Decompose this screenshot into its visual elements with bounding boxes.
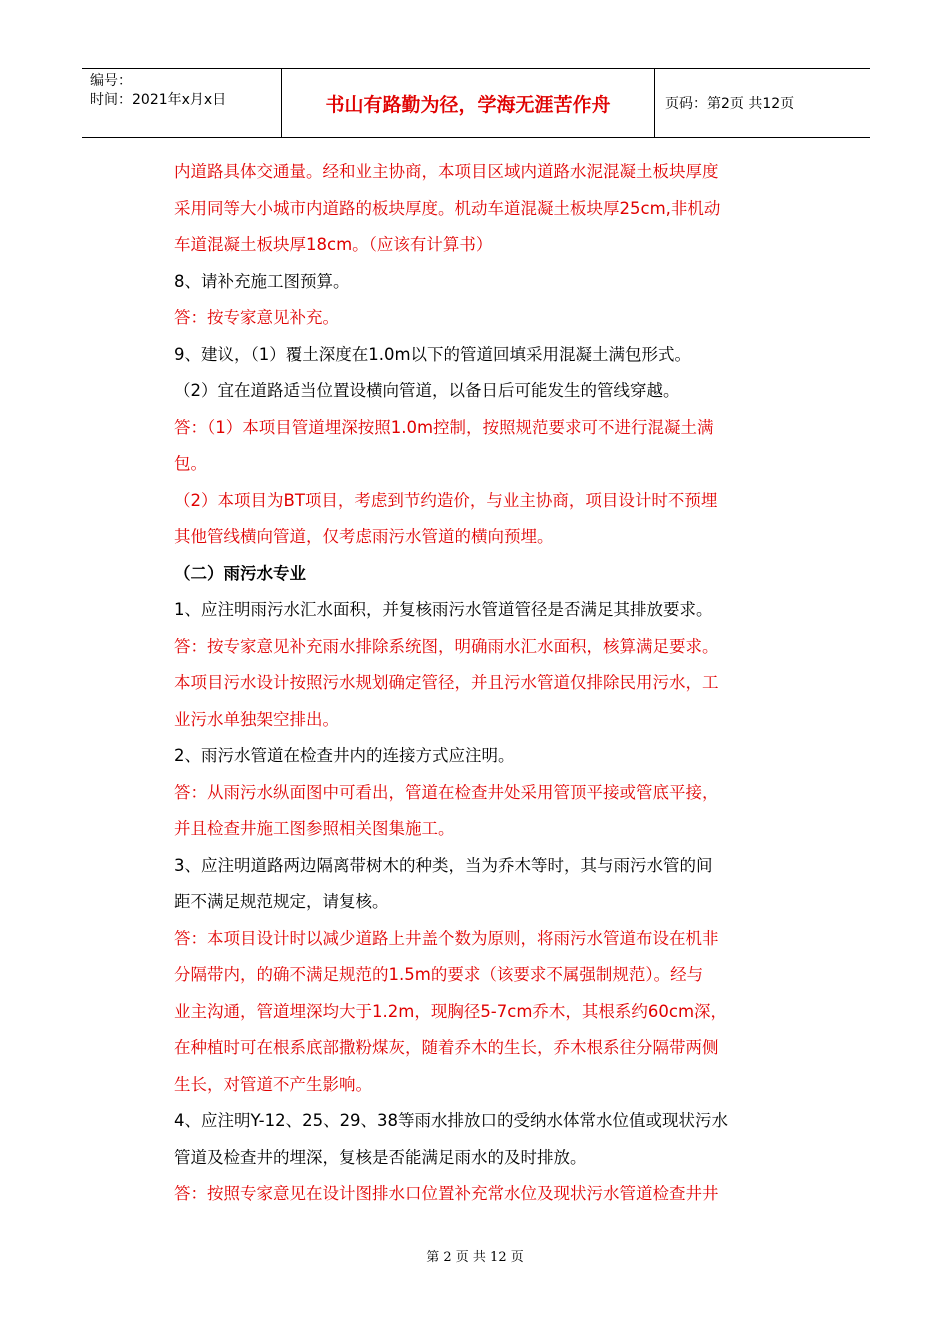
document-body (174, 154, 814, 1213)
question-line: 管道及检查井的埋深，复核是否能满足雨水的及时排放。 (174, 1147, 587, 1167)
answer-line: 在种植时可在根系底部撒粉煤灰，随着乔木的生长，乔木根系往分隔带两侧 (174, 1038, 719, 1057)
document-number-label: 编号： (90, 73, 132, 89)
question-line: 8、请补充施工图预算。 (174, 271, 350, 291)
answer-line: 本项目污水设计按照污水规划确定管径，并且污水管道仅排除民用污水，工 (174, 673, 719, 692)
section-heading: （二）雨污水专业 (174, 563, 306, 583)
header-motto: 书山有路勤为径，学海无涯苦作舟 (282, 69, 655, 137)
question-line: 3、应注明道路两边隔离带树木的种类，当为乔木等时，其与雨污水管的间 (174, 855, 713, 875)
answer-line: 答：本项目设计时以减少道路上井盖个数为原则，将雨污水管道布设在机非 (174, 928, 719, 948)
answer-line: 其他管线横向管道，仅考虑雨污水管道的横向预埋。 (174, 527, 554, 546)
answer-line: 并且检查井施工图参照相关图集施工。 (174, 819, 455, 838)
question-line: 距不满足规范规定，请复核。 (174, 892, 389, 911)
answer-line: 答：按照专家意见在设计图排水口位置补充常水位及现状污水管道检查井井 (174, 1184, 719, 1203)
answer-line: 采用同等大小城市内道路的板块厚度。机动车道混凝土板块厚25cm,非机动 (174, 198, 721, 218)
answer-line: 包。 (174, 454, 207, 473)
header-meta (82, 69, 282, 137)
page-header (82, 68, 870, 138)
answer-line: 车道混凝土板块厚18cm。（应该有计算书） (174, 235, 493, 254)
answer-line: 答：按专家意见补充雨水排除系统图，明确雨水汇水面积，核算满足要求。 (174, 636, 719, 656)
question-line: 1、应注明雨污水汇水面积，并复核雨污水管道管径是否满足其排放要求。 (174, 600, 713, 619)
answer-line: 业污水单独架空排出。 (174, 709, 339, 729)
answer-line: 答：（1）本项目管道埋深按照1.0m控制，按照规范要求可不进行混凝土满 (174, 417, 714, 437)
answer-line: 答：从雨污水纵面图中可看出，管道在检查井处采用管顶平接或管底平接， (174, 782, 719, 802)
question-line: （2）宜在道路适当位置设横向管道，以备日后可能发生的管线穿越。 (174, 381, 680, 400)
answer-line: 内道路具体交通量。经和业主协商，本项目区域内道路水泥混凝土板块厚度 (174, 162, 719, 181)
answer-line: 答：按专家意见补充。 (174, 308, 339, 327)
page-footer: 第 2 页 共 12 页 (426, 1250, 524, 1265)
answer-line: 生长，对管道不产生影响。 (174, 1074, 372, 1094)
document-date-label: 时间：2021年x月x日 (90, 92, 227, 108)
answer-line: 分隔带内，的确不满足规范的1.5m的要求（该要求不属强制规范）。经与 (174, 965, 704, 984)
answer-line: 业主沟通，管道埋深均大于1.2m，现胸径5-7cm乔木，其根系约60cm深， (174, 1001, 728, 1021)
question-line: 2、雨污水管道在检查井内的连接方式应注明。 (174, 746, 515, 765)
answer-line: （2）本项目为BT项目，考虑到节约造价，与业主协商，项目设计时不预埋 (174, 490, 718, 510)
question-line: 4、应注明Y-12、25、29、38等雨水排放口的受纳水体常水位值或现状污水 (174, 1111, 729, 1130)
header-page-number: 页码：第2页 共12页 (665, 96, 795, 112)
question-line: 9、建议，（1）覆土深度在1.0m以下的管道回填采用混凝土满包形式。 (174, 344, 692, 364)
